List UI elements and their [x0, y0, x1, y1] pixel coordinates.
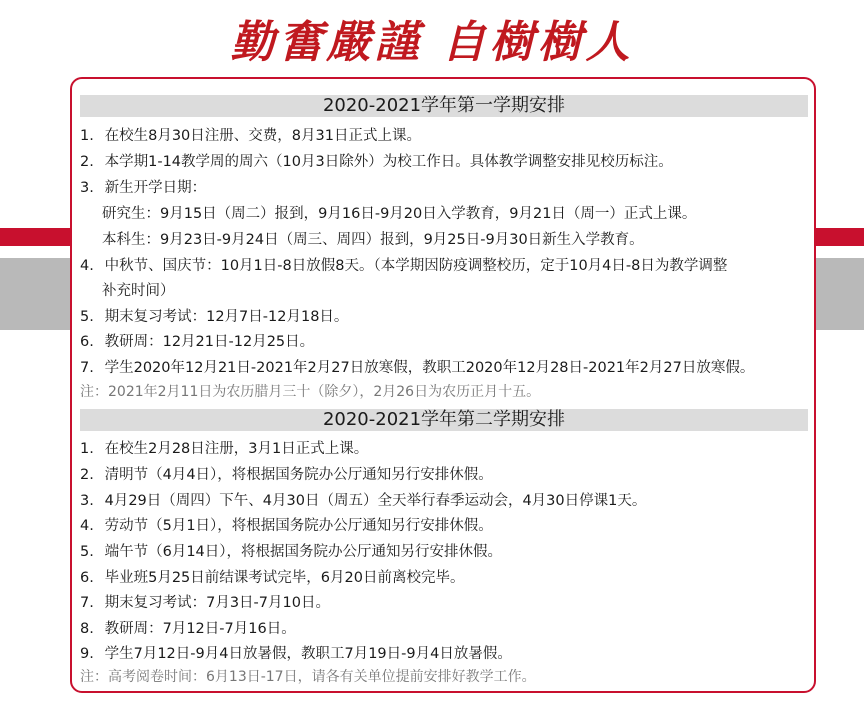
- semester2-item-5: 5. 端午节（6月14日），将根据国务院办公厅通知另行安排休假。: [80, 544, 503, 560]
- semester1-item-4: 4. 中秋节、国庆节：10月1日-8日放假8天。（本学期因防疫调整校历，定于10月4日-8日为教学调整: [80, 258, 728, 274]
- semester2-item-7: 7. 期末复习考试：7月3日-7月10日。: [80, 595, 330, 611]
- semester1-item-3: 3. 新生开学日期：: [80, 180, 207, 196]
- semester1-item-7: 7. 学生2020年12月21日-2021年2月27日放寒假，教职工2020年12月28日-2021年2月27日放寒假。: [80, 360, 755, 376]
- semester2-note: 注：高考阅卷时间：6月13日-17日，请各有关单位提前安排好教学工作。: [80, 669, 536, 685]
- school-motto: 勤奮嚴謹 自樹樹人: [230, 17, 634, 68]
- semester1-item-1: 1. 在校生8月30日注册、交费，8月31日正式上课。: [80, 128, 421, 144]
- semester1-item-6: 6. 教研周：12月21日-12月25日。: [80, 334, 315, 350]
- semester2-item-8: 8. 教研周：7月12日-7月16日。: [80, 621, 296, 637]
- semester1-item-3-undergraduate: 本科生：9月23日-9月24日（周三、周四）报到，9月25日-9月30日新生入学教育。: [102, 232, 644, 248]
- semester2-item-6: 6. 毕业班5月25日前结课考试完毕，6月20日前离校完毕。: [80, 570, 465, 586]
- semester2-item-9: 9. 学生7月12日-9月4日放暑假，教职工7月19日-9月4日放暑假。: [80, 646, 512, 662]
- calendar-card: [70, 77, 816, 693]
- semester1-item-2: 2. 本学期1-14教学周的周六（10月3日除外）为校工作日。具体教学调整安排见校历标注。: [80, 154, 673, 170]
- semester2-title: 2020-2021学年第二学期安排: [80, 409, 808, 431]
- semester1-item-4-continued: 补充时间）: [102, 283, 175, 299]
- semester2-item-4: 4. 劳动节（5月1日），将根据国务院办公厅通知另行安排休假。: [80, 518, 493, 534]
- semester1-item-5: 5. 期末复习考试：12月7日-12月18日。: [80, 309, 349, 325]
- semester2-item-1: 1. 在校生2月28日注册，3月1日正式上课。: [80, 441, 369, 457]
- semester1-title: 2020-2021学年第一学期安排: [80, 95, 808, 117]
- semester2-item-2: 2. 清明节（4月4日），将根据国务院办公厅通知另行安排休假。: [80, 467, 493, 483]
- semester1-item-3-graduate: 研究生：9月15日（周二）报到，9月16日-9月20日入学教育，9月21日（周一）正式上课。: [102, 206, 697, 222]
- semester1-note: 注：2021年2月11日为农历腊月三十（除夕），2月26日为农历正月十五。: [80, 384, 541, 400]
- semester2-item-3: 3. 4月29日（周四）下午、4月30日（周五）全天举行春季运动会，4月30日停课1天。: [80, 493, 647, 509]
